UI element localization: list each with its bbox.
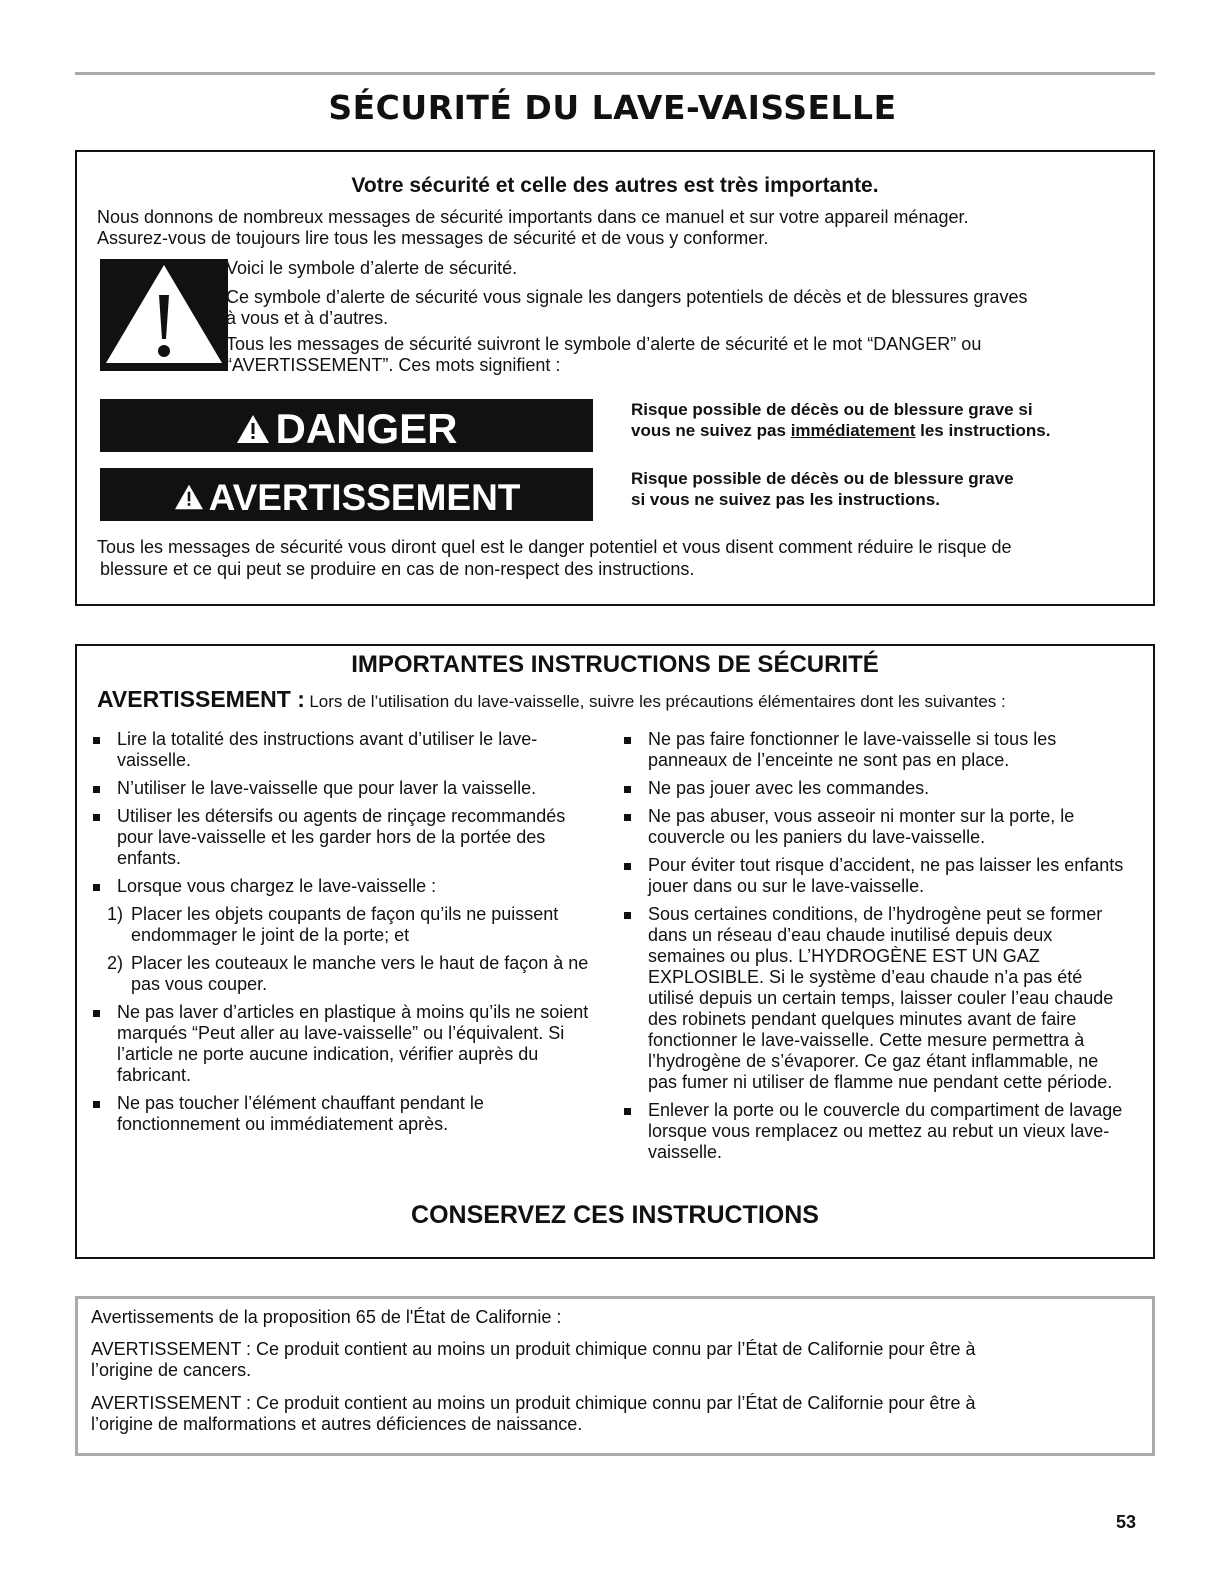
- general-warning-text: Lors de l’utilisation du lave-vaisselle, suivre les précautions élémentaires dont les suivantes :: [309, 692, 1006, 711]
- safety-intro-heading: Votre sécurité et celle des autres est très importante.: [351, 174, 879, 197]
- general-warning: [97, 686, 1006, 713]
- warning-line-2: si vous ne suivez pas les instructions.: [631, 490, 940, 509]
- list-item: Ne pas faire fonctionner le lave-vaisselle si tous les panneaux de l’enceinte ne sont pas en place.: [614, 729, 1124, 771]
- top-rule: [75, 72, 1155, 75]
- warning-alert-icon: [173, 483, 205, 511]
- list-item: Ne pas laver d’articles en plastique à moins qu’ils ne soient marqués “Peut aller au lave-vaisselle” ou l’équivalent. Si l’article ne porte aucune indication, vérifier auprès du fabricant.: [83, 1002, 593, 1086]
- intro-footer-line-1: Tous les messages de sécurité vous diront quel est le danger potentiel et vous disent comment réduire le risque de: [97, 537, 1012, 557]
- page-title: SÉCURITÉ DU LAVE-VAISSELLE: [328, 88, 897, 127]
- danger-line-2: vous ne suivez pas immédiatement les instructions.: [631, 421, 1051, 440]
- warning-label: AVERTISSEMENT: [208, 476, 521, 518]
- instructions-heading: IMPORTANTES INSTRUCTIONS DE SÉCURITÉ: [351, 651, 879, 678]
- prop65-heading: Avertissements de la proposition 65 de l'État de Californie :: [91, 1307, 562, 1327]
- right-column: [614, 729, 1124, 1170]
- intro-footer-line-2: blessure et ce qui peut se produire en cas de non-respect des instructions.: [100, 559, 695, 579]
- list-item: Utiliser les détersifs ou agents de rinçage recommandés pour lave-vaisselle et les garder hors de la portée des enfants.: [83, 806, 593, 869]
- danger-banner: [100, 399, 593, 452]
- safety-intro-box: [75, 150, 1155, 606]
- symbol-desc-line-2: à vous et à d’autres.: [226, 308, 389, 328]
- danger-description: [631, 399, 1050, 441]
- prop65-warning-1-line-2: l’origine de cancers.: [91, 1360, 252, 1380]
- intro-para-line-1: Nous donnons de nombreux messages de sécurité importants dans ce manuel et sur votre appareil ménager.: [97, 207, 969, 227]
- danger-line-1: Risque possible de décès ou de blessure grave si: [631, 400, 1033, 419]
- list-item: Ne pas abuser, vous asseoir ni monter sur la porte, le couvercle ou les paniers du lave-vaisselle.: [614, 806, 1124, 848]
- symbol-desc-line-1: Ce symbole d’alerte de sécurité vous signale les dangers potentiels de décès et de blessures graves: [226, 287, 1028, 307]
- prop65-warning-1-line-1: AVERTISSEMENT : Ce produit contient au moins un produit chimique connu par l’État de Californie pour être à: [91, 1339, 976, 1359]
- instructions-box: [75, 644, 1155, 1259]
- sub-list-item: 1) Placer les objets coupants de façon qu’ils ne puissent endommager le joint de la porte; et: [107, 904, 559, 945]
- warning-line-1: Risque possible de décès ou de blessure grave: [631, 469, 1014, 488]
- list-item: Ne pas jouer avec les commandes.: [614, 778, 1124, 799]
- left-column: [83, 729, 593, 1142]
- list-item: Enlever la porte ou le couvercle du compartiment de lavage lorsque vous remplacez ou mettez au rebut un vieux lave-vaisselle.: [614, 1100, 1124, 1163]
- danger-label: DANGER: [275, 405, 458, 453]
- danger-emphasis: immédiatement: [790, 421, 916, 440]
- list-item: Ne pas toucher l’élément chauffant pendant le fonctionnement ou immédiatement après.: [83, 1093, 593, 1135]
- sub-list-item: 2) Placer les couteaux le manche vers le haut de façon à ne pas vous couper.: [107, 953, 589, 994]
- list-item: Sous certaines conditions, de l’hydrogène peut se former dans un réseau d’eau chaude inutilisé depuis deux semaines ou plus. L’HYDROGÈNE EST UN GAZ EXPLOSIBLE. Si le système d’eau chaude n’a pas été utilisé depuis un certain temps, laisser couler l’eau chaude des robinets pendant quelques minutes avant de faire fonctionner le lave-vaisselle. Cette mesure permettra à l’hydrogène de s’évaporer. Ce gaz étant inflammable, ne pas fumer ni utiliser de flamme nue pendant cette période.: [614, 904, 1124, 1093]
- prop65-box: [75, 1296, 1155, 1456]
- page-number: 53: [1116, 1512, 1137, 1532]
- general-warning-word: AVERTISSEMENT :: [97, 686, 305, 712]
- list-item: Lorsque vous chargez le lave-vaisselle :: [83, 876, 593, 897]
- intro-para-line-2: Assurez-vous de toujours lire tous les messages de sécurité et de vous y conformer.: [97, 228, 769, 248]
- signal-words-line-2: “AVERTISSEMENT”. Ces mots signifient :: [226, 355, 561, 375]
- warning-description: [631, 468, 1014, 510]
- prop65-warning-2-line-1: AVERTISSEMENT : Ce produit contient au moins un produit chimique connu par l’État de Californie pour être à: [91, 1393, 976, 1413]
- prop65-warning-2-line-2: l’origine de malformations et autres déficiences de naissance.: [91, 1414, 583, 1434]
- symbol-line: Voici le symbole d’alerte de sécurité.: [226, 258, 518, 278]
- warning-banner: [100, 468, 593, 521]
- list-item: N’utiliser le lave-vaisselle que pour laver la vaisselle.: [83, 778, 593, 799]
- safety-alert-icon: [100, 259, 228, 371]
- list-item: Pour éviter tout risque d’accident, ne pas laisser les enfants jouer dans ou sur le lave-vaisselle.: [614, 855, 1124, 897]
- signal-words-line-1: Tous les messages de sécurité suivront le symbole d’alerte de sécurité et le mot “DANGER” ou: [226, 334, 982, 354]
- danger-alert-icon: [235, 413, 271, 445]
- list-item: Lire la totalité des instructions avant d’utiliser le lave-vaisselle.: [83, 729, 593, 771]
- instructions-footer: CONSERVEZ CES INSTRUCTIONS: [411, 1201, 819, 1229]
